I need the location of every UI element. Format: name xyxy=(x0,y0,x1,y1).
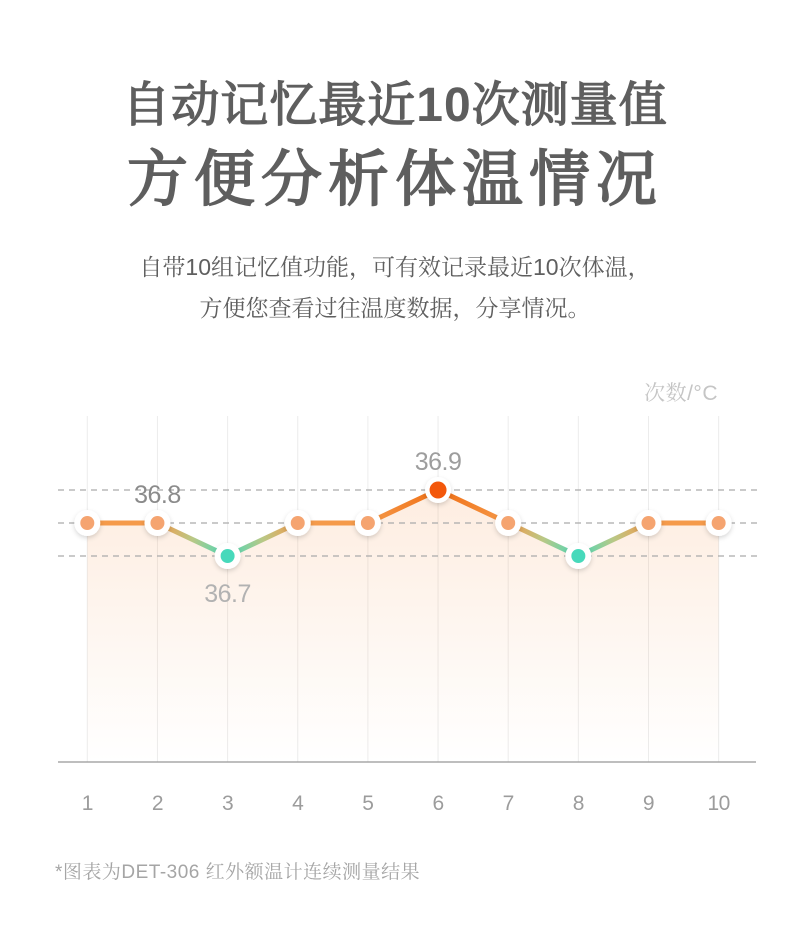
x-tick-label: 2 xyxy=(151,792,164,815)
chart-unit-label: 次数/°C xyxy=(644,382,718,405)
data-point-10 xyxy=(706,510,732,536)
data-point-3 xyxy=(215,543,241,569)
data-point-4 xyxy=(285,510,311,536)
data-point-7 xyxy=(495,510,521,536)
x-tick-label: 1 xyxy=(81,792,93,815)
point-value-label: 36.8 xyxy=(134,481,181,509)
temperature-line-chart xyxy=(0,370,790,845)
data-point-9 xyxy=(636,510,662,536)
data-point-6 xyxy=(425,477,451,503)
x-tick-label: 6 xyxy=(432,792,444,815)
x-tick-label: 10 xyxy=(707,792,730,815)
data-point-5 xyxy=(355,510,381,536)
subtitle-line1: 自带10组记忆值功能，可有效记录最近10次体温， xyxy=(139,254,651,280)
x-tick-label: 7 xyxy=(502,792,514,815)
x-tick-label: 8 xyxy=(572,792,584,815)
x-tick-label: 9 xyxy=(642,792,655,815)
x-tick-label: 4 xyxy=(292,792,304,815)
subtitle-line2: 方便您查看过往温度数据，分享情况。 xyxy=(199,295,591,321)
data-point-1 xyxy=(74,510,100,536)
point-value-label: 36.9 xyxy=(414,448,462,476)
headline-line1: 自动记忆最近10次测量值 xyxy=(122,79,668,132)
data-point-8 xyxy=(565,543,591,569)
footnote: *图表为DET-306 红外额温计连续测量结果 xyxy=(55,862,421,883)
area-fill xyxy=(87,490,718,760)
headline-line2: 方便分析体温情况 xyxy=(126,145,663,213)
x-axis-tick-labels xyxy=(82,792,730,815)
x-tick-label: 5 xyxy=(362,792,374,815)
point-value-label: 36.7 xyxy=(204,580,251,608)
data-point-2 xyxy=(144,510,170,536)
x-tick-label: 3 xyxy=(222,792,234,815)
